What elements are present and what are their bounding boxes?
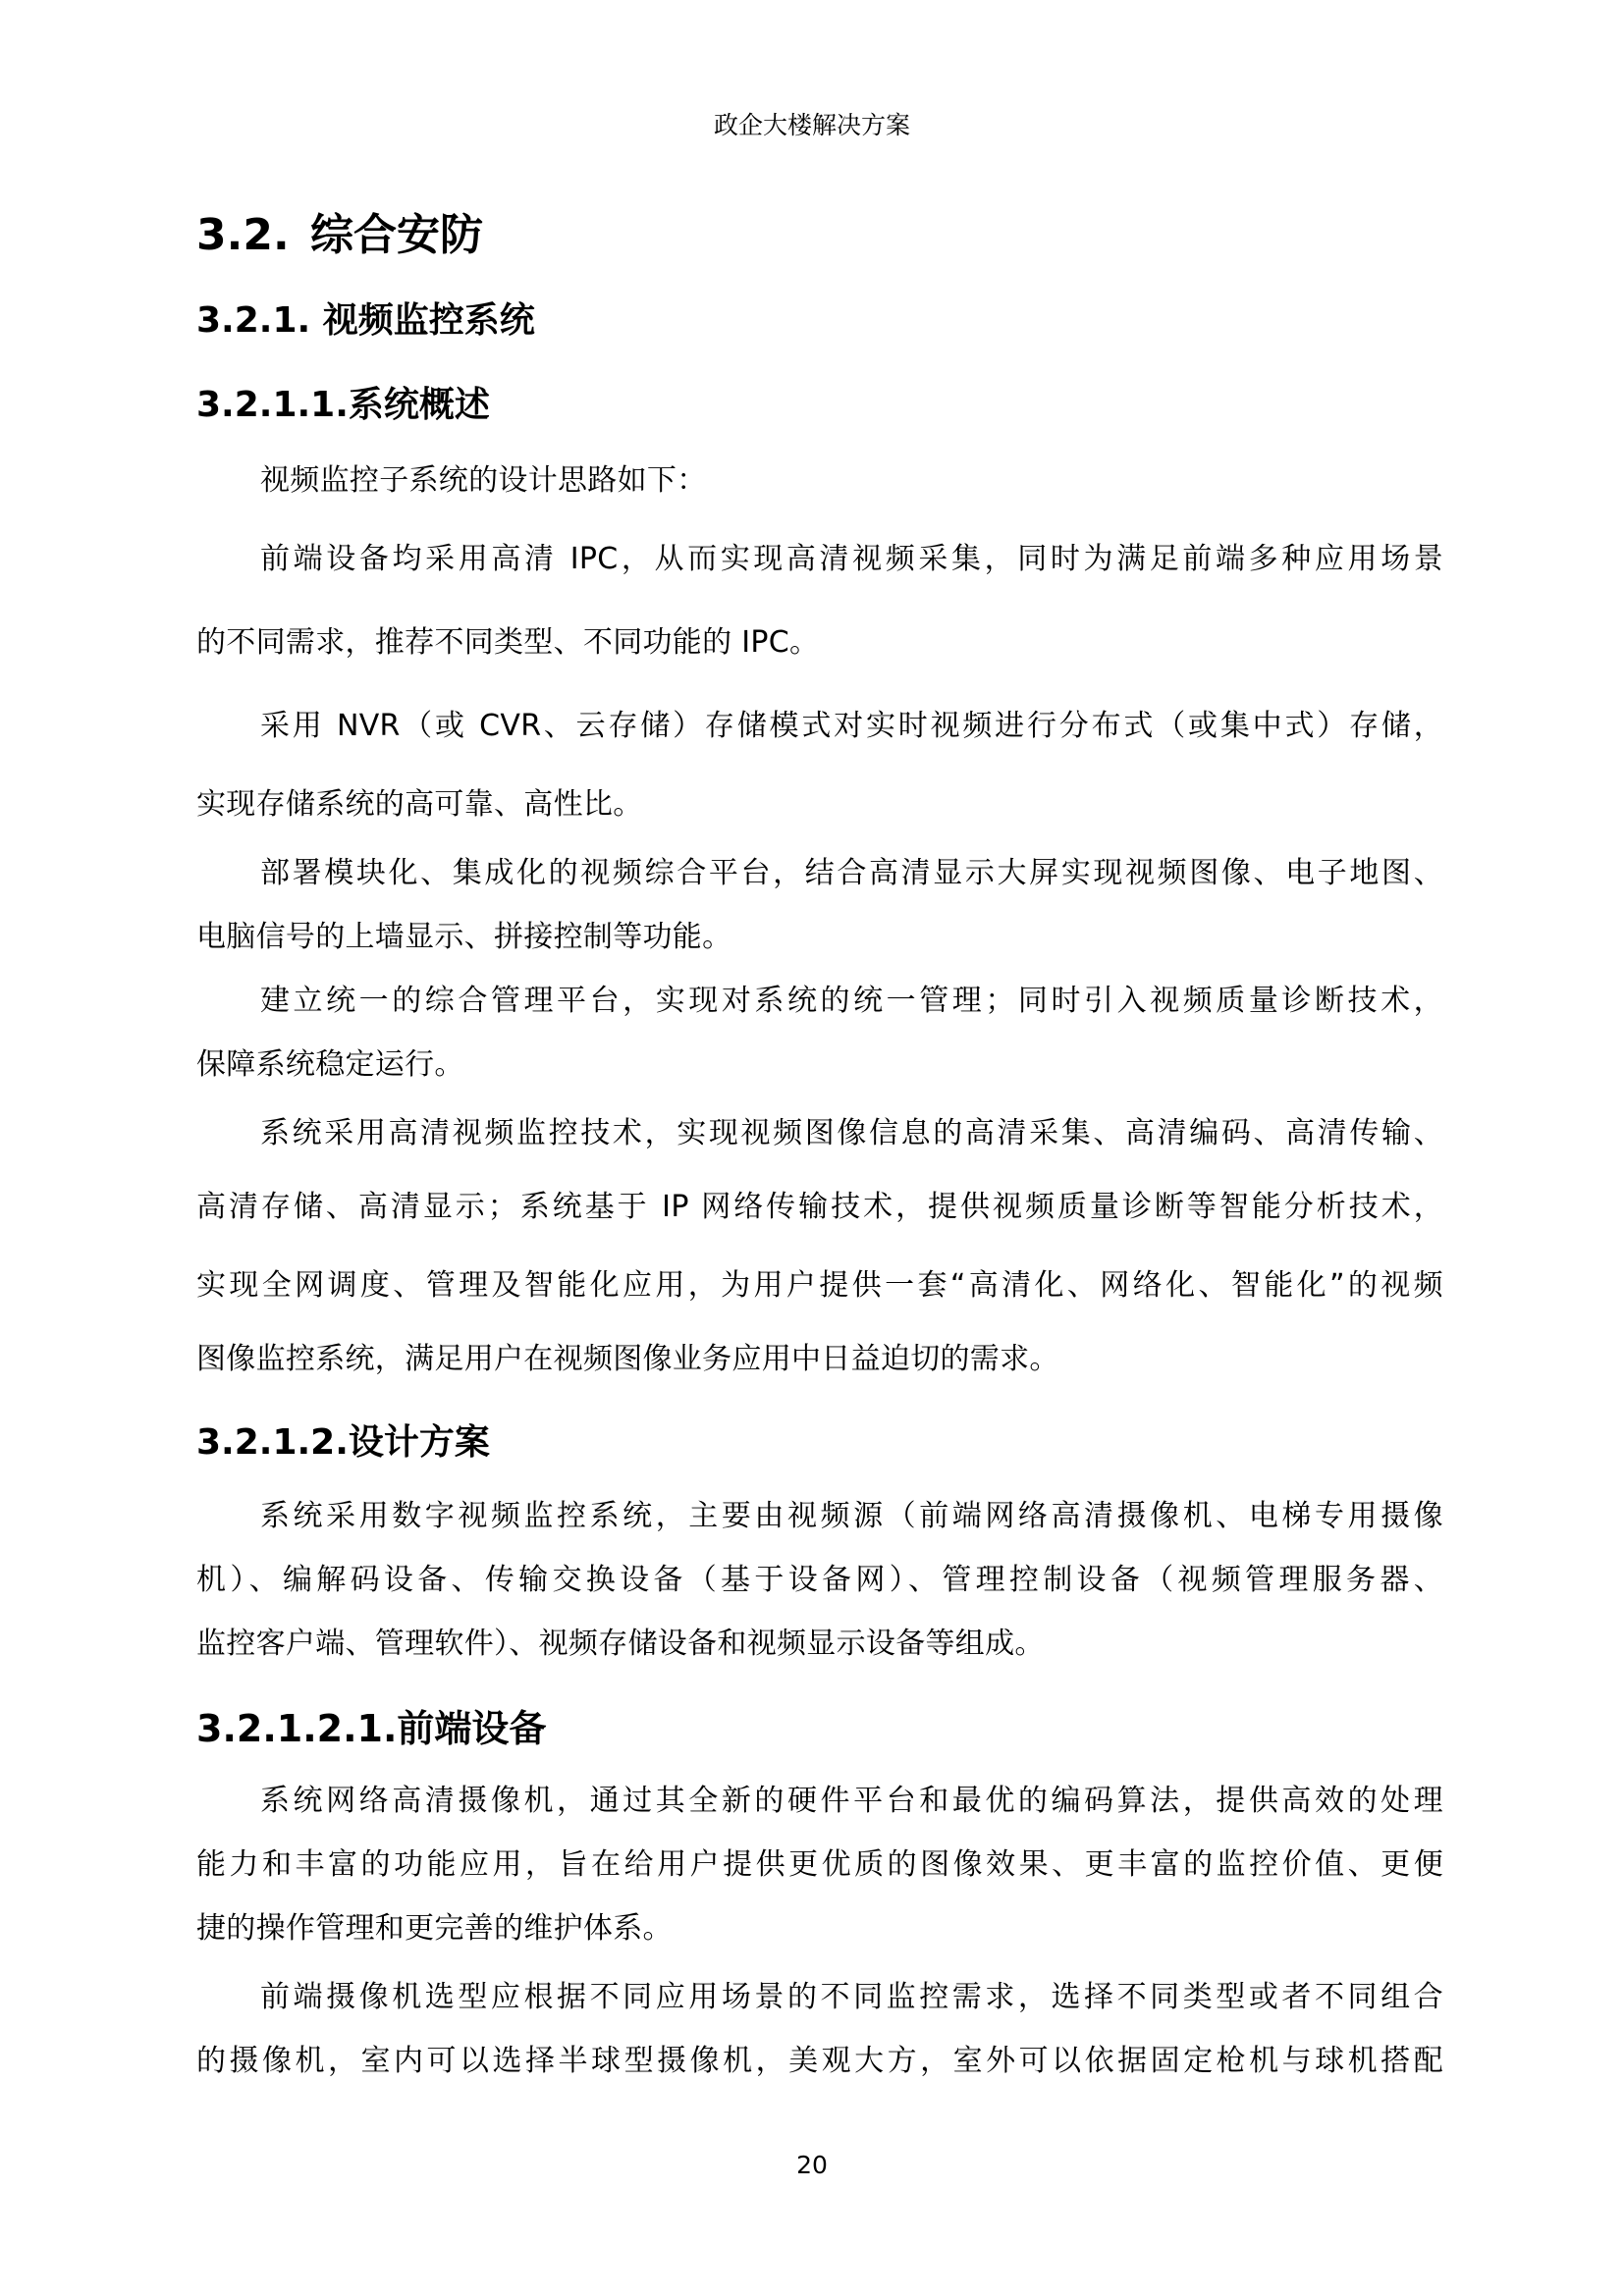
overview-line: 电脑信号的上墙显示、拼接控制等功能。 <box>196 920 732 954</box>
frontend-line: 的摄像机，室内可以选择半球型摄像机，美观大方，室外可以依据固定枪机与球机搭配 <box>196 2044 1443 2078</box>
overview-line: 高清存储、高清显示；系统基于 IP 网络传输技术，提供视频质量诊断等智能分析技术， <box>196 1190 1443 1224</box>
design-line: 机）、编解码设备、传输交换设备（基于设备网）、管理控制设备（视频管理服务器、 <box>196 1563 1443 1597</box>
design-heading: 3.2.1.2.设计方案 <box>196 1422 490 1463</box>
overview-line: 实现存储系统的高可靠、高性比。 <box>196 787 643 822</box>
overview-line: 的不同需求，推荐不同类型、不同功能的 IPC。 <box>196 625 820 660</box>
overview-line: 前端设备均采用高清 IPC，从而实现高清视频采集，同时为满足前端多种应用场景 <box>260 542 1443 576</box>
subsection-heading: 3.2.1. 视频监控系统 <box>196 300 535 341</box>
frontend-line: 捷的操作管理和更完善的维护体系。 <box>196 1911 673 1946</box>
frontend-line: 系统网络高清摄像机，通过其全新的硬件平台和最优的编码算法，提供高效的处理 <box>260 1784 1443 1818</box>
frontend-line: 能力和丰富的功能应用，旨在给用户提供更优质的图像效果、更丰富的监控价值、更便 <box>196 1847 1443 1882</box>
overview-heading: 3.2.1.1.系统概述 <box>196 385 490 425</box>
frontend-line: 前端摄像机选型应根据不同应用场景的不同监控需求，选择不同类型或者不同组合 <box>260 1980 1443 2014</box>
design-line: 系统采用数字视频监控系统，主要由视频源（前端网络高清摄像机、电梯专用摄像 <box>260 1499 1443 1533</box>
overview-line: 采用 NVR（或 CVR、云存储）存储模式对实时视频进行分布式（或集中式）存储， <box>260 709 1443 743</box>
section-title: 综合安防 <box>310 210 483 260</box>
overview-line: 视频监控子系统的设计思路如下： <box>260 463 707 498</box>
section-number: 3.2. <box>196 210 290 260</box>
overview-line: 建立统一的综合管理平台，实现对系统的统一管理；同时引入视频质量诊断技术， <box>260 984 1443 1018</box>
overview-line: 保障系统稳定运行。 <box>196 1047 464 1082</box>
page-number: 20 <box>796 2151 828 2179</box>
overview-line: 系统采用高清视频监控技术，实现视频图像信息的高清采集、高清编码、高清传输、 <box>260 1116 1443 1150</box>
overview-line: 实现全网调度、管理及智能化应用，为用户提供一套“高清化、网络化、智能化”的视频 <box>196 1268 1443 1303</box>
frontend-heading: 3.2.1.2.1.前端设备 <box>196 1707 547 1750</box>
design-line: 监控客户端、管理软件）、视频存储设备和视频显示设备等组成。 <box>196 1627 1045 1661</box>
running-header: 政企大楼解决方案 <box>713 111 910 139</box>
section-heading <box>196 206 483 265</box>
overview-line: 图像监控系统，满足用户在视频图像业务应用中日益迫切的需求。 <box>196 1342 1059 1376</box>
overview-line: 部署模块化、集成化的视频综合平台，结合高清显示大屏实现视频图像、电子地图、 <box>260 856 1443 890</box>
